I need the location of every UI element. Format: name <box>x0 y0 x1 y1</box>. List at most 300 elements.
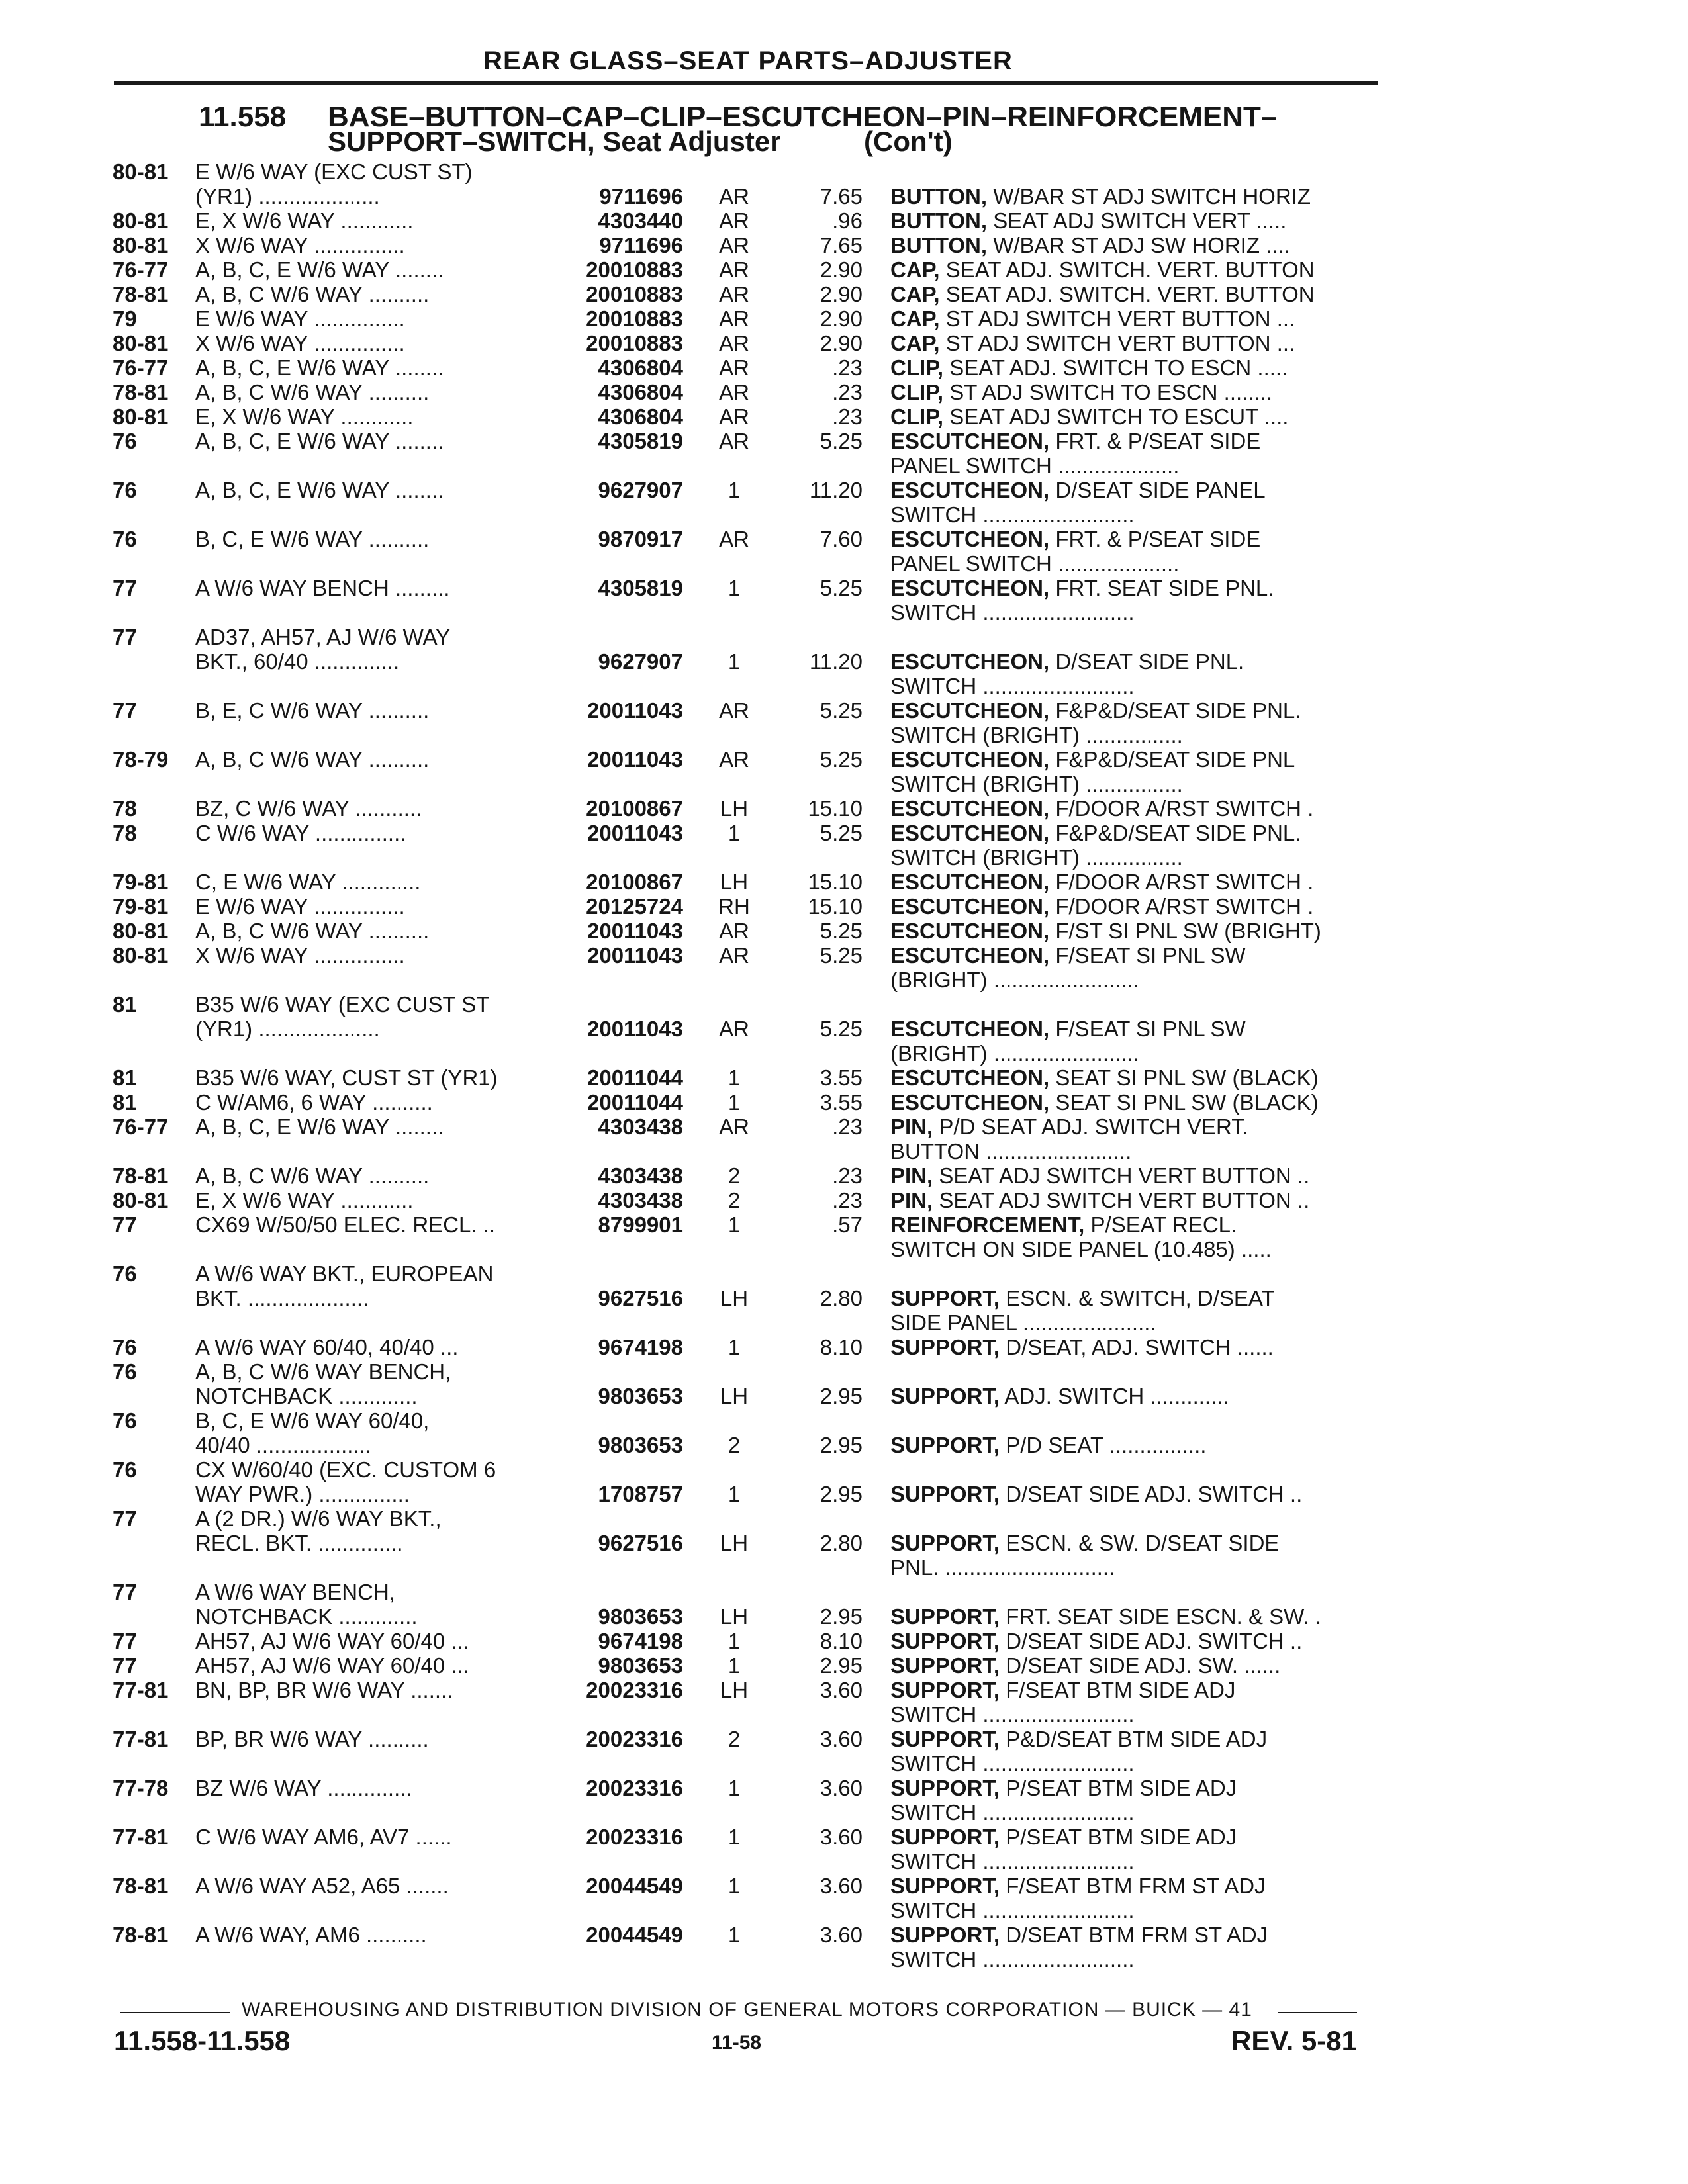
part-name: ESCUTCHEON, <box>890 919 1050 943</box>
year-cell: 78-81 <box>113 380 169 404</box>
part-name: ESCUTCHEON, <box>890 1017 1050 1041</box>
quantity-cell: 1 <box>727 1066 741 1090</box>
description-cell <box>890 1947 1135 1972</box>
application-cell: CX W/60/40 (EXC. CUSTOM 6 <box>195 1457 496 1482</box>
description-cell <box>890 1825 1237 1849</box>
application-cell: C, E W/6 WAY ............. <box>195 870 421 894</box>
part-description: FRT. SEAT SIDE ESCN. & SW. . <box>1006 1604 1321 1629</box>
description-cell <box>890 306 1295 331</box>
description-cell <box>890 1335 1274 1359</box>
part-description: P/D SEAT ADJ. SWITCH VERT. <box>939 1115 1248 1139</box>
application-cell: WAY PWR.) ............... <box>195 1482 410 1506</box>
part-name: SUPPORT, <box>890 1482 1000 1506</box>
part-description: SIDE PANEL ...................... <box>890 1310 1156 1335</box>
table-row <box>0 1335 1688 1359</box>
part-description: F/ST SI PNL SW (BRIGHT) <box>1055 919 1321 943</box>
price-cell: .23 <box>832 380 863 404</box>
part-number-cell: 4303438 <box>598 1163 683 1188</box>
year-cell: 78 <box>113 821 137 845</box>
table-row <box>0 1139 1688 1163</box>
description-cell <box>890 208 1286 233</box>
part-name: CAP, <box>890 282 940 306</box>
year-cell: 80-81 <box>113 208 169 233</box>
price-cell: 3.60 <box>820 1825 863 1849</box>
parts-table <box>0 159 1688 1972</box>
table-row <box>0 1017 1688 1041</box>
application-cell: E W/6 WAY ............... <box>195 306 405 331</box>
part-name: SUPPORT, <box>890 1531 1000 1555</box>
application-cell: AD37, AH57, AJ W/6 WAY <box>195 625 451 649</box>
application-cell: C W/6 WAY AM6, AV7 ...... <box>195 1825 452 1849</box>
table-row <box>0 1751 1688 1776</box>
description-cell <box>890 1898 1135 1923</box>
table-row <box>0 674 1688 698</box>
quantity-cell: 1 <box>727 576 741 600</box>
part-name: ESCUTCHEON, <box>890 649 1050 674</box>
application-cell: A W/6 WAY, AM6 .......... <box>195 1923 427 1947</box>
application-cell: AH57, AJ W/6 WAY 60/40 ... <box>195 1629 469 1653</box>
application-cell: BZ W/6 WAY .............. <box>195 1776 412 1800</box>
description-cell <box>890 1433 1206 1457</box>
part-name: ESCUTCHEON, <box>890 1066 1050 1090</box>
part-name: SUPPORT, <box>890 1923 1000 1947</box>
description-cell <box>890 1555 1115 1580</box>
description-cell <box>890 1531 1279 1555</box>
description-cell <box>890 1310 1156 1335</box>
description-cell <box>890 600 1135 625</box>
part-number-cell: 20011043 <box>586 1017 683 1041</box>
application-cell: NOTCHBACK ............. <box>195 1384 418 1408</box>
table-row <box>0 527 1688 551</box>
table-row <box>0 1874 1688 1898</box>
application-cell: E W/6 WAY ............... <box>195 894 405 919</box>
part-name: SUPPORT, <box>890 1286 1000 1310</box>
quantity-cell: LH <box>720 1678 749 1702</box>
application-cell: BKT. .................... <box>195 1286 369 1310</box>
description-cell <box>890 429 1260 453</box>
price-cell: 11.20 <box>809 649 863 674</box>
price-cell: .23 <box>832 1115 863 1139</box>
quantity-cell: AR <box>719 233 749 257</box>
price-cell: .23 <box>832 1163 863 1188</box>
table-row <box>0 1653 1688 1678</box>
price-cell: 3.60 <box>820 1678 863 1702</box>
application-cell: A, B, C W/6 WAY BENCH, <box>195 1359 451 1384</box>
price-cell: .57 <box>832 1212 863 1237</box>
part-description: W/BAR ST ADJ SW HORIZ .... <box>993 233 1290 257</box>
part-description: BUTTON ........................ <box>890 1139 1132 1163</box>
year-cell: 77 <box>113 1580 137 1604</box>
year-cell: 81 <box>113 992 137 1017</box>
quantity-cell: 1 <box>727 649 741 674</box>
footer-range: 11.558-11.558 <box>114 2025 291 2056</box>
part-description: SWITCH ......................... <box>890 1898 1135 1923</box>
quantity-cell: AR <box>719 404 749 429</box>
description-cell <box>890 1849 1135 1874</box>
year-cell: 76-77 <box>113 1115 169 1139</box>
quantity-cell: 1 <box>727 1653 741 1678</box>
price-cell: 15.10 <box>808 894 863 919</box>
quantity-cell: AR <box>719 331 749 355</box>
table-row <box>0 1237 1688 1261</box>
price-cell: .23 <box>832 355 863 380</box>
table-row <box>0 331 1688 355</box>
table-row <box>0 1310 1688 1335</box>
price-cell: 3.55 <box>820 1066 863 1090</box>
table-row <box>0 747 1688 772</box>
application-cell: B35 W/6 WAY, CUST ST (YR1) <box>195 1066 498 1090</box>
part-description: (BRIGHT) ........................ <box>890 968 1139 992</box>
part-name: SUPPORT, <box>890 1335 1000 1359</box>
part-name: ESCUTCHEON, <box>890 943 1050 968</box>
description-cell <box>890 772 1183 796</box>
part-name: CAP, <box>890 257 940 282</box>
part-name: ESCUTCHEON, <box>890 698 1050 723</box>
table-row <box>0 1898 1688 1923</box>
part-number-cell: 4306804 <box>598 355 683 380</box>
description-cell <box>890 968 1139 992</box>
price-cell: 2.90 <box>820 282 863 306</box>
description-cell <box>890 1017 1246 1041</box>
quantity-cell: 1 <box>727 1874 741 1898</box>
price-cell: 15.10 <box>808 796 863 821</box>
table-row <box>0 600 1688 625</box>
price-cell: 2.90 <box>820 257 863 282</box>
part-description: D/SEAT, ADJ. SWITCH ...... <box>1006 1335 1274 1359</box>
application-cell: (YR1) .................... <box>195 1017 380 1041</box>
part-name: ESCUTCHEON, <box>890 429 1050 453</box>
table-row <box>0 233 1688 257</box>
group-number: 11.558 <box>199 101 287 133</box>
part-name: SUPPORT, <box>890 1874 1000 1898</box>
table-row <box>0 502 1688 527</box>
table-row <box>0 1727 1688 1751</box>
quantity-cell: 2 <box>727 1433 741 1457</box>
application-cell: B35 W/6 WAY (EXC CUST ST <box>195 992 490 1017</box>
quantity-cell: LH <box>720 1604 749 1629</box>
year-cell: 79-81 <box>113 870 169 894</box>
quantity-cell: AR <box>719 747 749 772</box>
table-row <box>0 1580 1688 1604</box>
part-name: SUPPORT, <box>890 1604 1000 1629</box>
description-cell <box>890 1653 1280 1678</box>
part-name: ESCUTCHEON, <box>890 821 1050 845</box>
table-row <box>0 282 1688 306</box>
price-cell: 5.25 <box>820 943 863 968</box>
part-description: SWITCH ......................... <box>890 1751 1135 1776</box>
price-cell: 2.95 <box>820 1653 863 1678</box>
price-cell: 5.25 <box>820 429 863 453</box>
part-number-cell: 20010883 <box>586 306 683 331</box>
year-cell: 77 <box>113 1629 137 1653</box>
year-cell: 76 <box>113 1335 137 1359</box>
description-cell <box>890 453 1179 478</box>
year-cell: 78-81 <box>113 282 169 306</box>
part-number-cell: 20044549 <box>586 1923 683 1947</box>
year-cell: 80-81 <box>113 331 169 355</box>
description-cell <box>890 478 1266 502</box>
table-row <box>0 1457 1688 1482</box>
application-cell: A, B, C, E W/6 WAY ........ <box>195 429 444 453</box>
description-cell <box>890 698 1301 723</box>
part-name: SUPPORT, <box>890 1384 1000 1408</box>
part-description: PNL. ............................ <box>890 1555 1115 1580</box>
part-description: SEAT ADJ SWITCH VERT ..... <box>993 208 1287 233</box>
description-cell <box>890 821 1301 845</box>
price-cell: .96 <box>832 208 863 233</box>
part-name: CLIP, <box>890 355 944 380</box>
table-row <box>0 845 1688 870</box>
quantity-cell: AR <box>719 698 749 723</box>
part-number-cell: 9627907 <box>598 649 683 674</box>
part-description: D/SEAT SIDE PANEL <box>1055 478 1266 502</box>
part-description: SWITCH ON SIDE PANEL (10.485) ..... <box>890 1237 1272 1261</box>
part-description: F&P&D/SEAT SIDE PNL. <box>1055 821 1301 845</box>
page-title: REAR GLASS–SEAT PARTS–ADJUSTER <box>483 46 1013 75</box>
footer-rule-left <box>120 2012 230 2013</box>
part-description: SEAT ADJ SWITCH VERT BUTTON .. <box>939 1188 1310 1212</box>
part-name: CLIP, <box>890 380 944 404</box>
part-description: F/SEAT BTM FRM ST ADJ <box>1006 1874 1266 1898</box>
year-cell: 77 <box>113 625 137 649</box>
table-row <box>0 1678 1688 1702</box>
year-cell: 77 <box>113 1212 137 1237</box>
continued-label: (Con't) <box>864 126 953 157</box>
part-name: ESCUTCHEON, <box>890 576 1050 600</box>
price-cell: 11.20 <box>809 478 863 502</box>
table-row <box>0 380 1688 404</box>
part-description: ESCN. & SW. D/SEAT SIDE <box>1006 1531 1280 1555</box>
table-row <box>0 1261 1688 1286</box>
part-number-cell: 20100867 <box>586 796 683 821</box>
price-cell: 2.95 <box>820 1604 863 1629</box>
part-description: W/BAR ST ADJ SWITCH HORIZ <box>993 184 1311 208</box>
quantity-cell: AR <box>719 184 749 208</box>
part-description: D/SEAT SIDE ADJ. SW. ...... <box>1006 1653 1281 1678</box>
part-description: SWITCH ......................... <box>890 1800 1135 1825</box>
description-cell <box>890 1629 1302 1653</box>
table-row <box>0 894 1688 919</box>
part-name: ESCUTCHEON, <box>890 796 1050 821</box>
table-row <box>0 404 1688 429</box>
year-cell: 80-81 <box>113 943 169 968</box>
application-cell: 40/40 ................... <box>195 1433 371 1457</box>
quantity-cell: RH <box>718 894 750 919</box>
quantity-cell: LH <box>720 870 749 894</box>
description-cell <box>890 1482 1302 1506</box>
price-cell: 5.25 <box>820 576 863 600</box>
part-name: ESCUTCHEON, <box>890 747 1050 772</box>
year-cell: 76 <box>113 1359 137 1384</box>
year-cell: 81 <box>113 1090 137 1115</box>
footer-page-number: 11-58 <box>712 2032 762 2054</box>
part-name: SUPPORT, <box>890 1678 1000 1702</box>
description-cell <box>890 551 1179 576</box>
description-cell <box>890 257 1315 282</box>
part-description: ST ADJ SWITCH TO ESCN ........ <box>949 380 1273 404</box>
part-description: P/SEAT RECL. <box>1090 1212 1237 1237</box>
part-name: PIN, <box>890 1188 933 1212</box>
description-cell <box>890 845 1183 870</box>
quantity-cell: AR <box>719 282 749 306</box>
year-cell: 76 <box>113 527 137 551</box>
table-row <box>0 821 1688 845</box>
description-cell <box>890 282 1315 306</box>
table-row <box>0 257 1688 282</box>
part-description: SWITCH (BRIGHT) ................ <box>890 845 1183 870</box>
part-number-cell: 9627516 <box>598 1286 683 1310</box>
part-description: SWITCH ......................... <box>890 674 1135 698</box>
quantity-cell: AR <box>719 943 749 968</box>
price-cell: 2.90 <box>820 331 863 355</box>
description-cell <box>890 576 1274 600</box>
year-cell: 80-81 <box>113 1188 169 1212</box>
price-cell: 2.80 <box>820 1286 863 1310</box>
part-number-cell: 9674198 <box>598 1629 683 1653</box>
price-cell: 7.65 <box>820 184 863 208</box>
footer-division-text: WAREHOUSING AND DISTRIBUTION DIVISION OF GENERAL MOTORS CORPORATION — BUICK — 41 <box>242 1999 1252 2021</box>
part-name: BUTTON, <box>890 184 988 208</box>
year-cell: 77 <box>113 1653 137 1678</box>
part-description: SWITCH ......................... <box>890 1849 1135 1874</box>
description-cell <box>890 1702 1135 1727</box>
quantity-cell: AR <box>719 257 749 282</box>
table-row <box>0 429 1688 453</box>
part-name: PIN, <box>890 1115 933 1139</box>
part-description: P/SEAT BTM SIDE ADJ <box>1006 1825 1237 1849</box>
application-cell: A, B, C W/6 WAY .......... <box>195 919 430 943</box>
application-cell: A, B, C W/6 WAY .......... <box>195 282 430 306</box>
part-description: D/SEAT SIDE ADJ. SWITCH .. <box>1006 1629 1303 1653</box>
description-cell <box>890 331 1295 355</box>
price-cell: 2.95 <box>820 1384 863 1408</box>
part-description: F/DOOR A/RST SWITCH . <box>1055 894 1314 919</box>
application-cell: A W/6 WAY 60/40, 40/40 ... <box>195 1335 459 1359</box>
price-cell: 8.10 <box>820 1335 863 1359</box>
table-row <box>0 1800 1688 1825</box>
price-cell: 2.95 <box>820 1433 863 1457</box>
description-cell <box>890 233 1290 257</box>
table-row <box>0 943 1688 968</box>
table-row <box>0 723 1688 747</box>
quantity-cell: 2 <box>727 1163 741 1188</box>
price-cell: 3.60 <box>820 1776 863 1800</box>
description-cell <box>890 1115 1248 1139</box>
year-cell: 80-81 <box>113 233 169 257</box>
table-row <box>0 478 1688 502</box>
part-number-cell: 1708757 <box>598 1482 683 1506</box>
application-cell: A, B, C, E W/6 WAY ........ <box>195 355 444 380</box>
footer-revision: REV. 5-81 <box>1231 2025 1357 2056</box>
part-description: SWITCH ......................... <box>890 1947 1135 1972</box>
part-number-cell: 20011044 <box>586 1090 683 1115</box>
part-description: SEAT ADJ. SWITCH TO ESCN ..... <box>949 355 1288 380</box>
application-cell: BKT., 60/40 .............. <box>195 649 400 674</box>
year-cell: 77-81 <box>113 1727 169 1751</box>
table-row <box>0 1702 1688 1727</box>
application-cell: E W/6 WAY (EXC CUST ST) <box>195 159 473 184</box>
description-cell <box>890 355 1288 380</box>
table-row <box>0 1947 1688 1972</box>
quantity-cell: LH <box>720 1384 749 1408</box>
price-cell: 5.25 <box>820 698 863 723</box>
description-cell <box>890 1163 1309 1188</box>
part-name: ESCUTCHEON, <box>890 527 1050 551</box>
application-cell: BZ, C W/6 WAY ........... <box>195 796 422 821</box>
application-cell: A, B, C W/6 WAY .......... <box>195 380 430 404</box>
part-description: SWITCH (BRIGHT) ................ <box>890 723 1183 747</box>
part-description: SWITCH (BRIGHT) ................ <box>890 772 1183 796</box>
description-cell <box>890 1041 1139 1066</box>
price-cell: 3.60 <box>820 1874 863 1898</box>
part-number-cell: 4303438 <box>598 1115 683 1139</box>
application-cell: CX69 W/50/50 ELEC. RECL. .. <box>195 1212 496 1237</box>
application-cell: A, B, C, E W/6 WAY ........ <box>195 257 444 282</box>
part-description: ST ADJ SWITCH VERT BUTTON ... <box>945 306 1295 331</box>
part-number-cell: 20011043 <box>586 747 683 772</box>
application-cell: AH57, AJ W/6 WAY 60/40 ... <box>195 1653 469 1678</box>
part-name: CAP, <box>890 306 940 331</box>
table-row <box>0 1482 1688 1506</box>
quantity-cell: 1 <box>727 1482 741 1506</box>
table-row <box>0 1408 1688 1433</box>
year-cell: 77-81 <box>113 1825 169 1849</box>
part-number-cell: 20023316 <box>586 1825 683 1849</box>
price-cell: .23 <box>832 404 863 429</box>
year-cell: 77-78 <box>113 1776 169 1800</box>
application-cell: C W/6 WAY ............... <box>195 821 406 845</box>
price-cell: 2.80 <box>820 1531 863 1555</box>
table-row <box>0 1359 1688 1384</box>
application-cell: BP, BR W/6 WAY .......... <box>195 1727 429 1751</box>
application-cell: E, X W/6 WAY ............ <box>195 208 414 233</box>
quantity-cell: 1 <box>727 1212 741 1237</box>
table-row <box>0 1506 1688 1531</box>
year-cell: 78 <box>113 796 137 821</box>
part-number-cell: 9711696 <box>599 184 683 208</box>
table-row <box>0 625 1688 649</box>
table-row <box>0 1629 1688 1653</box>
description-cell <box>890 674 1135 698</box>
part-description: P/D SEAT ................ <box>1006 1433 1207 1457</box>
table-row <box>0 1776 1688 1800</box>
table-row <box>0 1090 1688 1115</box>
quantity-cell: AR <box>719 429 749 453</box>
description-cell <box>890 1090 1319 1115</box>
description-cell <box>890 527 1260 551</box>
part-name: ESCUTCHEON, <box>890 894 1050 919</box>
description-cell <box>890 1237 1272 1261</box>
part-name: BUTTON, <box>890 208 988 233</box>
description-cell <box>890 943 1246 968</box>
application-cell: X W/6 WAY ............... <box>195 331 405 355</box>
table-row <box>0 698 1688 723</box>
part-name: REINFORCEMENT, <box>890 1212 1085 1237</box>
application-cell: E, X W/6 WAY ............ <box>195 404 414 429</box>
part-number-cell: 8799901 <box>598 1212 683 1237</box>
year-cell: 77 <box>113 698 137 723</box>
table-row <box>0 968 1688 992</box>
part-description: SEAT ADJ SWITCH TO ESCUT .... <box>949 404 1289 429</box>
table-row <box>0 551 1688 576</box>
part-description: PANEL SWITCH .................... <box>890 551 1180 576</box>
part-number-cell: 20044549 <box>586 1874 683 1898</box>
part-name: SUPPORT, <box>890 1433 1000 1457</box>
table-row <box>0 919 1688 943</box>
quantity-cell: AR <box>719 306 749 331</box>
part-number-cell: 9870917 <box>598 527 683 551</box>
part-description: D/SEAT SIDE PNL. <box>1055 649 1244 674</box>
